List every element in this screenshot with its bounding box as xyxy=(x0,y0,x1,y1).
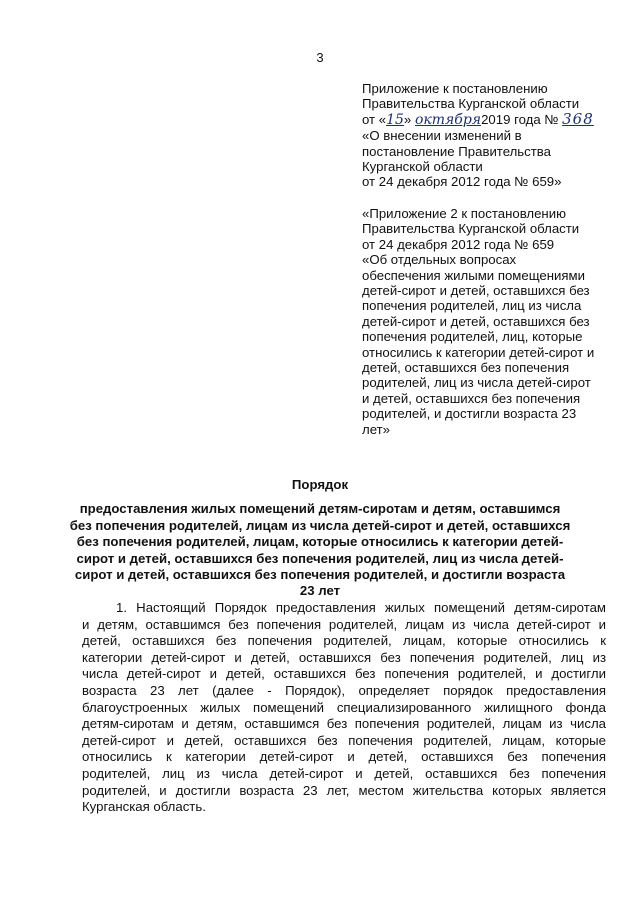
date-prefix: от « xyxy=(362,111,387,127)
appendix-main-line: Правительства Курганской области xyxy=(362,96,580,112)
appendix-ref-line: попечения родителей, лиц, которые xyxy=(362,329,583,345)
body-line: 1. Настоящий Порядок предоставления жилых помещений детям-сиротам xyxy=(116,600,606,615)
body-paragraph xyxy=(82,600,606,816)
appendix-ref-line: «Об отдельных вопросах xyxy=(362,252,517,268)
appendix-ref-line: Правительства Курганской области xyxy=(362,221,580,237)
body-line: родителей, лиц из числа детей-сирот и детей, оставшихся без попечения xyxy=(82,765,606,781)
title-line: 23 лет xyxy=(299,583,341,599)
appendix-ref-line: родителей, лиц из числа детей-сирот xyxy=(362,375,591,391)
appendix-ref-line: относились к категории детей-сирот и xyxy=(362,344,595,360)
appendix-ref-line: родителей, и достигли возраста 23 xyxy=(362,406,577,422)
body-line: возраста 23 лет (далее - Порядок), определяет порядок предоставления xyxy=(82,682,606,698)
appendix-main-line: Курганской области xyxy=(362,159,483,175)
title-line: предоставления жилых помещений детям-сиротам и детям, оставшимся xyxy=(79,501,561,517)
page-number: 3 xyxy=(316,50,324,65)
appendix-ref-line: обеспечения жилыми помещениями xyxy=(362,267,585,283)
body-line: родителей, и достигли возраста 23 лет, местом жительства которых является xyxy=(82,782,606,798)
appendix-ref-line: и детей, оставшихся без попечения xyxy=(362,390,581,406)
appendix-ref-line: детей-сирот и детей, оставшихся без xyxy=(362,313,590,329)
appendix-main-line: «О внесении изменений в xyxy=(362,128,522,144)
appendix-main-line: постановление Правительства xyxy=(362,143,551,159)
appendix-ref-line: детей, оставшихся без попечения xyxy=(362,360,570,376)
body-line: благоустроенных жилых помещений специализированного жилищного фонда xyxy=(82,699,606,715)
title-line: сирот и детей, оставшихся без попечения родителей, лиц из числа детей- xyxy=(76,550,564,566)
appendix-ref-line: от 24 декабря 2012 года № 659 xyxy=(362,236,555,252)
appendix-ref-line: лет» xyxy=(362,421,390,437)
handwritten-doc-number: 368 xyxy=(562,109,594,128)
date-suffix: 2019 года № xyxy=(481,111,559,127)
body-line: детям-сиротам и детям, оставшимся без попечения родителей, лицам из числа xyxy=(82,716,606,732)
body-line: Курганская область. xyxy=(82,799,206,815)
body-line: категории детей-сирот и детей, оставшихся без попечения родителей, лиц из xyxy=(82,649,606,665)
appendix-main-header xyxy=(362,81,624,190)
appendix-ref-line: детей-сирот и детей, оставшихся без xyxy=(362,283,590,299)
title-line: без попечения родителей, лицам из числа детей-сирот и детей, оставшихся xyxy=(69,517,571,533)
handwritten-month: октября xyxy=(414,111,482,128)
appendix-main-line: Приложение к постановлению xyxy=(362,81,548,96)
appendix-ref-line: попечения родителей, лиц из числа xyxy=(362,298,582,314)
date-mid: » xyxy=(403,111,412,127)
appendix-ref-header xyxy=(362,206,624,437)
handwritten-day: 15 xyxy=(386,111,404,128)
appendix-date-line xyxy=(362,109,624,128)
document-title xyxy=(40,477,600,600)
appendix-ref-line: «Приложение 2 к постановлению xyxy=(362,206,566,221)
title-line: без попечения родителей, лицам, которые относились к категории детей- xyxy=(76,534,564,550)
body-line: числа детей-сирот и детей, оставшихся без попечения родителей, и достигли xyxy=(82,666,606,682)
title-main: Порядок xyxy=(291,477,349,492)
body-line: детей, оставшихся без попечения родителей, лицам, которые относились к xyxy=(82,633,606,649)
body-line: относились к категории детей-сирот и детей, оставшихся без попечения xyxy=(82,749,606,765)
body-line: и детям, оставшимся без попечения родителей, лицам из числа детей-сирот и xyxy=(82,616,606,632)
body-line: детей-сирот и детей, оставшихся без попечения родителей, лицам, которые xyxy=(82,732,606,748)
appendix-main-line: от 24 декабря 2012 года № 659» xyxy=(362,174,562,190)
title-line: сирот и детей, оставшихся без попечения родителей, и достигли возраста xyxy=(74,567,566,583)
